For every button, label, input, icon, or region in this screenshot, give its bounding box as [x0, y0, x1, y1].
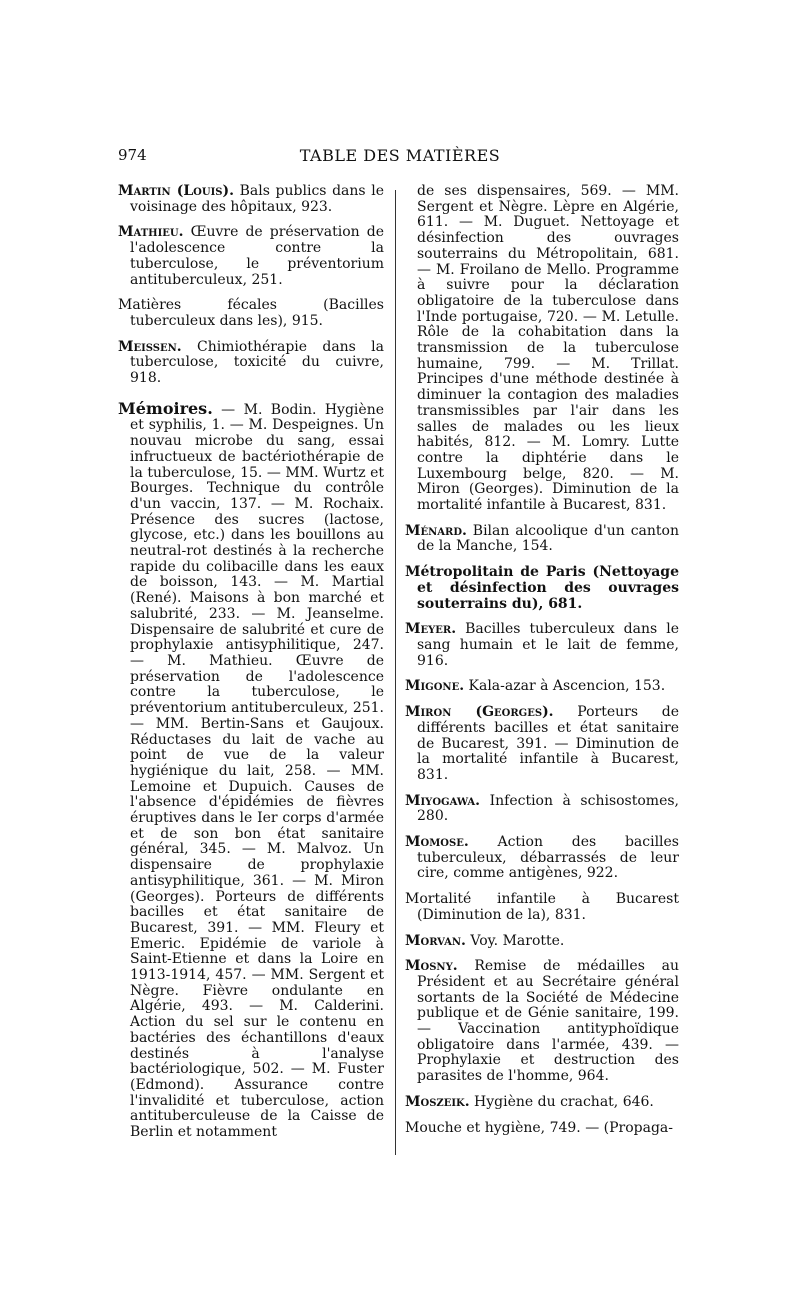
- index-entry: [118, 340, 384, 387]
- entry-body: Métropolitain de Paris (Nettoyage et désinfection des ouvrages souterrains du), 681.: [405, 564, 679, 612]
- page-header: [0, 146, 800, 168]
- index-entry: [405, 959, 679, 1085]
- running-title: TABLE DES MATIÈRES: [299, 146, 501, 165]
- entry-head: Morvan.: [405, 932, 466, 949]
- entry-head: Meyer.: [405, 621, 457, 638]
- index-entry: [405, 622, 679, 669]
- index-entry: [405, 565, 679, 612]
- entry-head: Mosny.: [405, 958, 458, 975]
- entry-body: Bals publics dans le voisinage des hôpitaux, 923.: [130, 183, 384, 215]
- entry-head: Meissen.: [118, 338, 182, 355]
- entry-body: Remise de médailles au Président et au Secrétaire général sortants de la Société de Médecine publique et de Génie sanitaire, 199. — Vaccination antityphoïdique obligatoire dans l'armée, 439. — Prophylaxie et destruction des parasites de l'homme, 964.: [417, 958, 679, 1085]
- entry-body: Mortalité infantile à Bucarest (Diminution de la), 831.: [405, 891, 679, 923]
- index-entry: [118, 225, 384, 288]
- entry-body: Matières fécales (Bacilles tuberculeux dans les), 915.: [118, 297, 384, 329]
- entry-body: Mouche et hygiène, 749. — (Propaga-: [405, 1119, 674, 1136]
- entry-body: Action des bacilles tuberculeux, débarrassés de leur cire, comme antigènes, 922.: [417, 834, 679, 882]
- entry-body: Chimiothérapie dans la tuberculose, toxicité du cuivre, 918.: [130, 338, 384, 387]
- index-entry: [405, 934, 679, 950]
- index-entry: [405, 184, 679, 514]
- index-entry: [405, 794, 679, 825]
- index-entry: [405, 835, 679, 882]
- column-divider: [395, 190, 396, 1155]
- index-entry: [405, 1121, 679, 1137]
- entry-head: Miyogawa.: [405, 792, 481, 809]
- right-column: [405, 184, 679, 1146]
- left-column: [118, 184, 384, 1151]
- index-entry: [118, 184, 384, 215]
- entry-body: Œuvre de préservation de l'adolescence contre la tuberculose, le préventorium antituberculeux, 251.: [130, 224, 384, 288]
- entry-body: Voy. Marotte.: [465, 932, 565, 949]
- entry-body: Hygiène du crachat, 646.: [469, 1093, 654, 1110]
- index-entry: [118, 398, 384, 1141]
- entry-head: Moszeik.: [405, 1093, 470, 1110]
- index-entry: [405, 1095, 679, 1111]
- entry-body: Infection à schisostomes, 280.: [417, 792, 679, 825]
- entry-body: — M. Bodin. Hygiène et syphilis, 1. — M. Despeignes. Un nouvau microbe du sang, essai infructueux de bactériothérapie de la tuberculose, 15. — MM. Wurtz et Bourges. Technique du contrôle d'un vaccin, 137. — M. Rochaix. Présence des sucres (lactose, glycose, etc.) dans les bouillons au neutral-rot destinés à la recherche rapide du colibacille dans les eaux de boisson, 143. — M. Martial (René). Maisons à bon marché et salubrité, 233. — M. Jeanselme. Dispensaire de salubrité et cure de prophylaxie antisyphilitique, 247. — M. Mathieu. Œuvre de préservation de l'adolescence contre la tuberculose, le préventorium antituberculeux, 251. — MM. Bertin-Sans et Gaujoux. Réductases du lait de vache au point de vue de la valeur hygiénique du lait, 258. — MM. Lemoine et Dupuich. Causes de l'absence d'épidémies de fièvres éruptives dans le Ier corps d'armée et de son bon état sanitaire général, 345. — M. Malvoz. Un dispensaire de prophylaxie antisyphilitique, 361. — M. Miron (Georges). Porteurs de différents bacilles et état sanitaire de Bucarest, 391. — MM. Fleury et Emeric. Epidémie de variole à Saint-Etienne et dans la Loire en 1913-1914, 457. — MM. Sergent et Nègre. Fièvre ondulante en Algérie, 493. — M. Calderini. Action du sel sur le contenu en bactéries des échantillons d'eaux destinés à l'analyse bactériologique, 502. — M. Fuster (Edmond). Assurance contre l'invalidité et tuberculose, action antituberculeuse de la Caisse de Berlin et notamment: [130, 401, 384, 1141]
- entry-body: Bilan alcoolique d'un canton de la Manche, 154.: [417, 522, 679, 555]
- index-entry: [405, 524, 679, 555]
- index-entry: [405, 705, 679, 784]
- entry-head: Momose.: [405, 834, 469, 851]
- entry-head: Migone.: [405, 678, 465, 695]
- index-entry: [405, 679, 679, 695]
- entry-body: Porteurs de différents bacilles et état sanitaire de Bucarest, 391. — Diminution de la mortalité infantile à Bucarest, 831.: [417, 704, 679, 783]
- entry-body: de ses dispensaires, 569. — MM. Sergent et Nègre. Lèpre en Algérie, 611. — M. Duguet. Nettoyage et désinfection des ouvrages souterrains du Métropolitain, 681. — M. Froilano de Mello. Programme à suivre pour la déclaration obligatoire de la tuberculose dans l'Inde portugaise, 720. — M. Letulle. Rôle de la cohabitation dans la transmission de la tuberculose humaine, 799. — M. Trillat. Principes d'une méthode destinée à diminuer la contagion des maladies transmissibles par l'air dans les salles de malades ou les lieux habités, 812. — M. Lomry. Lutte contre la diphtérie dans le Luxembourg belge, 820. — M. Miron (Georges). Diminution de la mortalité infantile à Bucarest, 831.: [417, 183, 679, 514]
- index-entry: [118, 298, 384, 329]
- index-entry: [405, 892, 679, 923]
- entry-head: Mémoires.: [118, 398, 213, 418]
- page-number: 974: [118, 146, 147, 164]
- entry-head: Miron (Georges).: [405, 704, 554, 721]
- entry-head: Ménard.: [405, 522, 467, 539]
- entry-body: Bacilles tuberculeux dans le sang humain et le lait de femme, 916.: [417, 621, 679, 669]
- entry-body: Kala-azar à Ascencion, 153.: [464, 678, 666, 695]
- entry-head: Mathieu.: [118, 224, 184, 241]
- entry-head: Martin (Louis).: [118, 183, 234, 199]
